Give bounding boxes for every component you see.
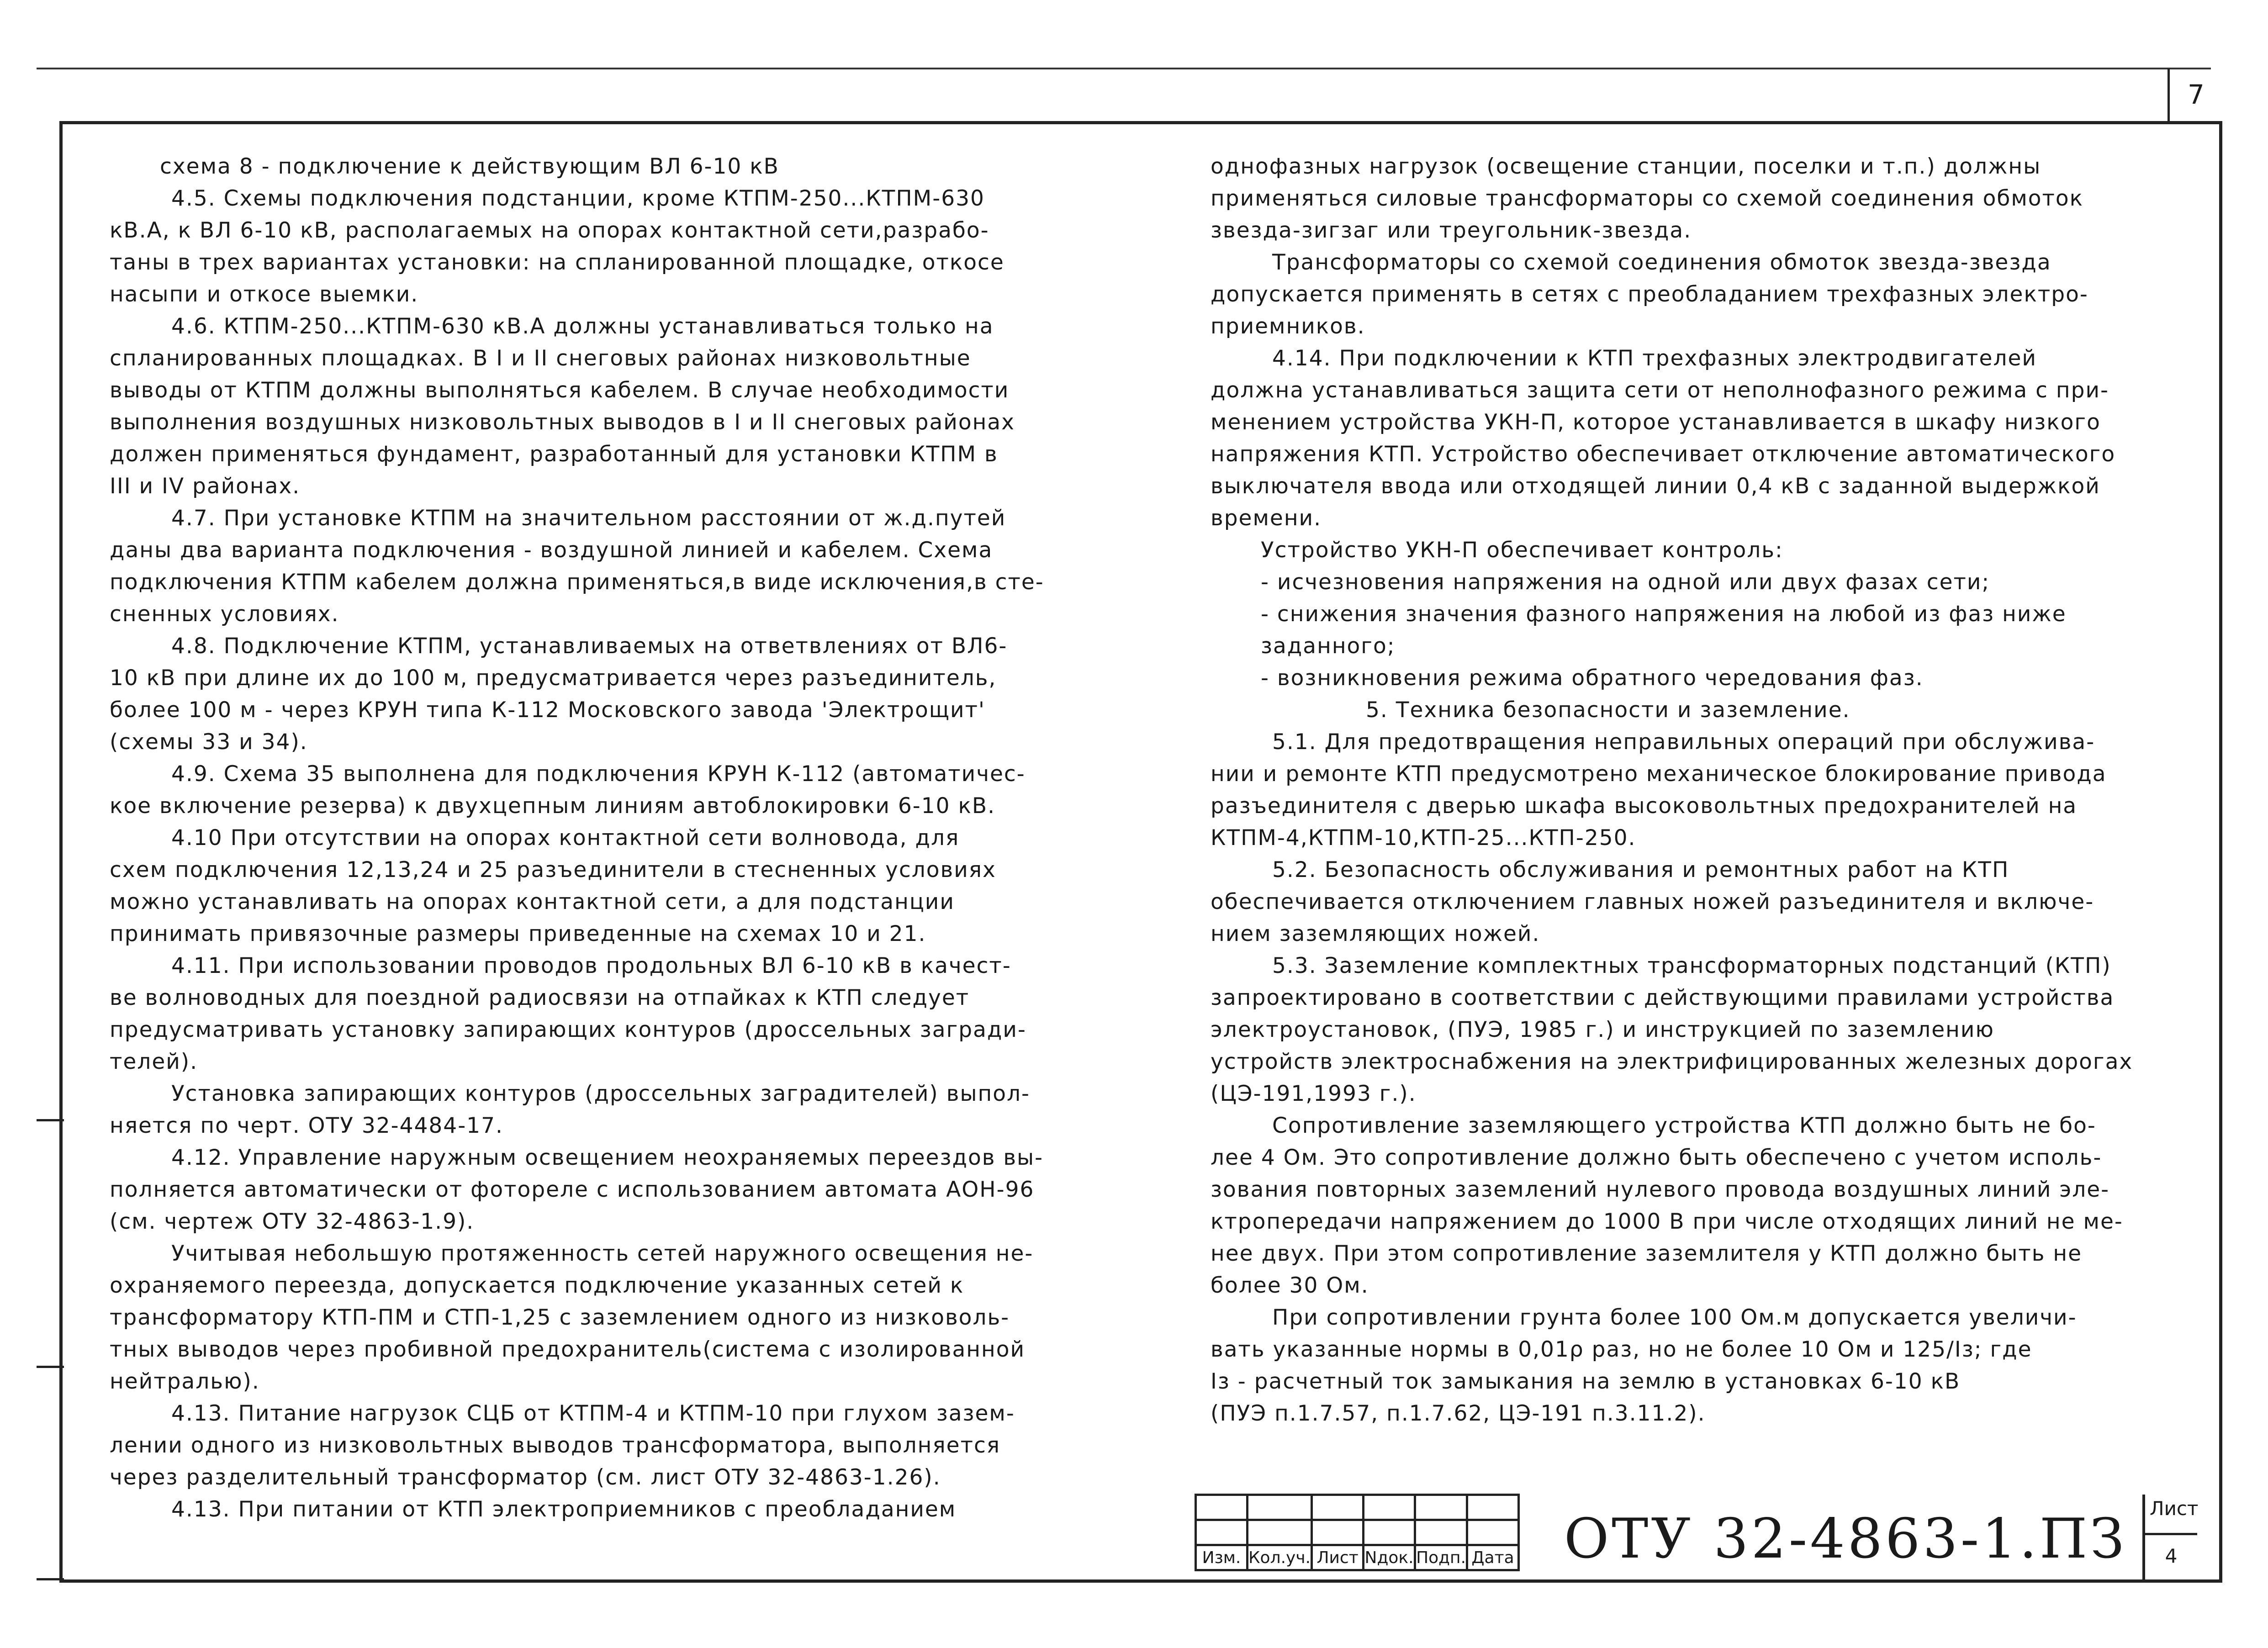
text-line: кВ.А, к ВЛ 6-10 кВ, располагаемых на опорах контактной сети,разрабо- [110, 218, 989, 243]
sheet-number: 7 [2188, 79, 2205, 110]
text-line: применяться силовые трансформаторы со схемой соединения обмоток [1211, 186, 2084, 211]
text-line: устройств электроснабжения на электрифицированных железных дорогах [1211, 1049, 2133, 1074]
text-line: вать указанные нормы в 0,01ρ раз, но не более 10 Ом и 125/Iз; где [1211, 1337, 2032, 1362]
text-line: (ЦЭ-191,1993 г.). [1211, 1081, 1417, 1106]
text-line: 4.9. Схема 35 выполнена для подключения КРУН К-112 (автоматичес- [171, 761, 1026, 787]
text-line: Iз - расчетный ток замыкания на землю в установках 6-10 кВ [1211, 1369, 1961, 1394]
text-line: однофазных нагрузок (освещение станции, поселки и т.п.) должны [1211, 154, 2041, 179]
text-line: разъединителя с дверью шкафа высоковольтных предохранителей на [1211, 793, 2078, 819]
text-line: Сопротивление заземляющего устройства КТП должно быть не бо- [1272, 1113, 2096, 1138]
text-line: можно устанавливать на опорах контактной сети, а для подстанции [110, 889, 955, 914]
text-line: выводы от КТПМ должны выполняться кабелем. В случае необходимости [110, 378, 1010, 403]
text-line: принимать привязочные размеры приведенные на схемах 10 и 21. [110, 921, 926, 946]
text-line: (см. чертеж ОТУ 32-4863-1.9). [110, 1209, 475, 1234]
text-line: лее 4 Ом. Это сопротивление должно быть обеспечено с учетом исполь- [1211, 1145, 2102, 1170]
text-line: - исчезновения напряжения на одной или двух фазах сети; [1261, 570, 1990, 595]
text-line: ктропередачи напряжением до 1000 В при числе отходящих линий не ме- [1211, 1209, 2123, 1234]
text-line: 4.5. Схемы подключения подстанции, кроме КТПМ-250...КТПМ-630 [171, 186, 985, 211]
text-line: кое включение резерва) к двухцепным линиям автоблокировки 6-10 кВ. [110, 793, 996, 819]
text-line: спланированных площадках. В I и II снеговых районах низковольтные [110, 346, 971, 371]
text-line: (схемы 33 и 34). [110, 729, 308, 755]
text-line: 5. Техника безопасности и заземление. [1366, 697, 1850, 723]
frame-tick [37, 1366, 64, 1368]
text-line: электроустановок, (ПУЭ, 1985 г.) и инструкцией по заземлению [1211, 1017, 1994, 1042]
text-line: При сопротивлении грунта более 100 Ом.м допускается увеличи- [1272, 1305, 2077, 1330]
right-text-column [1211, 151, 2133, 1430]
text-line: приемников. [1211, 314, 1365, 339]
text-line: запроектировано в соответствии с действующими правилами устройства [1211, 985, 2115, 1010]
text-line: ве волноводных для поездной радиосвязи на отпайках к КТП следует [110, 985, 970, 1010]
text-line: нии и ремонте КТП предусмотрено механическое блокирование привода [1211, 761, 2107, 787]
text-line: звезда-зигзаг или треугольник-звезда. [1211, 218, 1692, 243]
title-block-grid [1195, 1494, 1520, 1571]
text-line: нее двух. При этом сопротивление заземлителя у КТП должно быть не [1211, 1241, 2083, 1266]
text-line: схем подключения 12,13,24 и 25 разъединители в стесненных условиях [110, 857, 996, 882]
text-line: - снижения значения фазного напряжения на любой из фаз ниже [1261, 602, 2067, 627]
document-designation: ОТУ 32-4863-1.ПЗ [1564, 1507, 2127, 1571]
frame-tick [37, 1119, 64, 1121]
text-line: менением устройства УКН-П, которое устанавливается в шкафу низкого [1211, 410, 2101, 435]
text-line: 5.1. Для предотвращения неправильных операций при обслужива- [1272, 729, 2095, 755]
text-line: охраняемого переезда, допускается подключение указанных сетей к [110, 1273, 964, 1298]
text-line: должен применяться фундамент, разработанный для установки КТПМ в [110, 442, 998, 467]
text-line: допускается применять в сетях с преобладанием трехфазных электро- [1211, 282, 2088, 307]
title-block-header: Подп. [1415, 1545, 1467, 1570]
text-line: более 30 Ом. [1211, 1273, 1369, 1298]
text-line: насыпи и откосе выемки. [110, 282, 419, 307]
title-block-header: Изм. [1196, 1545, 1248, 1570]
text-line: зования повторных заземлений нулевого провода воздушных линий эле- [1211, 1177, 2110, 1202]
left-text-column [110, 151, 1044, 1526]
text-line: времени. [1211, 506, 1322, 531]
top-rule [37, 68, 2211, 69]
text-line: 4.7. При установке КТПМ на значительном расстоянии от ж.д.путей [171, 506, 1006, 531]
text-line: 10 кВ при длине их до 100 м, предусматривается через разъединитель, [110, 666, 997, 691]
text-line: 4.14. При подключении к КТП трехфазных электродвигателей [1272, 346, 2037, 371]
text-line: 5.3. Заземление комплектных трансформаторных подстанций (КТП) [1272, 953, 2111, 978]
text-line: предусматривать установку запирающих контуров (дроссельных загради- [110, 1017, 1026, 1042]
title-block-header: Кол.уч. [1248, 1545, 1312, 1570]
text-line: III и IV районах. [110, 474, 301, 499]
text-line: 4.11. При использовании проводов продольных ВЛ 6-10 кВ в качест- [171, 953, 1011, 978]
text-line: 4.13. При питании от КТП электроприемников с преобладанием [171, 1497, 957, 1522]
text-line: лении одного из низковольтных выводов трансформатора, выполняется [110, 1433, 1001, 1458]
text-line: через разделительный трансформатор (см. лист ОТУ 32-4863-1.26). [110, 1465, 941, 1490]
text-line: нием заземляющих ножей. [1211, 921, 1540, 946]
text-line: трансформатору КТП-ПМ и СТП-1,25 с заземлением одного из низковоль- [110, 1305, 1010, 1330]
sheet-number-box [2168, 69, 2222, 121]
text-line: нейтралью). [110, 1369, 260, 1394]
text-line: выключателя ввода или отходящей линии 0,4 кВ с заданной выдержкой [1211, 474, 2100, 499]
text-line: телей). [110, 1049, 198, 1074]
title-block-header: Дата [1467, 1545, 1519, 1570]
text-line: выполнения воздушных низковольтных выводов в I и II снеговых районах [110, 410, 1015, 435]
text-line: подключения КТПМ кабелем должна применяться,в виде исключения,в сте- [110, 570, 1044, 595]
text-line: даны два варианта подключения - воздушной линией и кабелем. Схема [110, 538, 993, 563]
text-line: няется по черт. ОТУ 32-4484-17. [110, 1113, 503, 1138]
text-line: сненных условиях. [110, 602, 339, 627]
sheet-divider [2145, 1533, 2197, 1535]
text-line: Трансформаторы со схемой соединения обмоток звезда-звезда [1272, 250, 2051, 275]
text-line: напряжения КТП. Устройство обеспечивает отключение автоматического [1211, 442, 2116, 467]
text-line: более 100 м - через КРУН типа К-112 Московского завода 'Электрощит' [110, 697, 985, 723]
text-line: 4.12. Управление наружным освещением неохраняемых переездов вы- [171, 1145, 1044, 1170]
text-line: должна устанавливаться защита сети от неполнофазного режима с при- [1211, 378, 2109, 403]
sheet-label: Лист [2150, 1497, 2199, 1520]
text-line: 4.8. Подключение КТПМ, устанавливаемых на ответвлениях от ВЛ6- [171, 634, 1008, 659]
sheet-box [2142, 1495, 2197, 1581]
text-line: Устройство УКН-П обеспечивает контроль: [1261, 538, 1783, 563]
text-line: тных выводов через пробивной предохранитель(система с изолированной [110, 1337, 1026, 1362]
text-line: полняется автоматически от фотореле с использованием автомата АОН-96 [110, 1177, 1035, 1202]
text-line: обеспечивается отключением главных ножей разъединителя и включе- [1211, 889, 2094, 914]
sheet-value: 4 [2165, 1545, 2178, 1567]
text-line: КТПМ-4,КТПМ-10,КТП-25...КТП-250. [1211, 825, 1636, 850]
text-line: 4.6. КТПМ-250...КТПМ-630 кВ.А должны устанавливаться только на [171, 314, 994, 339]
frame-tick [37, 1578, 64, 1580]
text-line: заданного; [1261, 634, 1396, 659]
text-line: таны в трех вариантах установки: на спланированной площадке, откосе [110, 250, 1004, 275]
text-line: Установка запирающих контуров (дроссельных заградителей) выпол- [171, 1081, 1030, 1106]
text-line: Учитывая небольшую протяженность сетей наружного освещения не- [171, 1241, 1034, 1266]
text-line: 4.13. Питание нагрузок СЦБ от КТПМ-4 и КТПМ-10 при глухом зазем- [171, 1401, 1015, 1426]
text-line: - возникновения режима обратного чередования фаз. [1261, 666, 1924, 691]
text-line: (ПУЭ п.1.7.57, п.1.7.62, ЦЭ-191 п.3.11.2). [1211, 1401, 1706, 1426]
text-line: 4.10 При отсутствии на опорах контактной сети волновода, для [171, 825, 960, 850]
text-line: схема 8 - подключение к действующим ВЛ 6-10 кВ [160, 154, 779, 179]
title-block-header: Nдок. [1364, 1545, 1415, 1570]
text-line: 5.2. Безопасность обслуживания и ремонтных работ на КТП [1272, 857, 2009, 882]
title-block-header: Лист [1312, 1545, 1364, 1570]
